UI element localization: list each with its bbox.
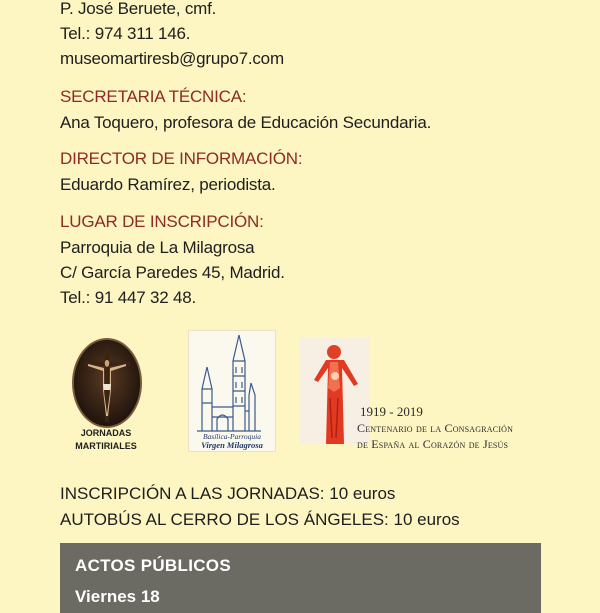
actos-publicos-box xyxy=(60,543,541,613)
lugar-line1: Parroquia de La Milagrosa xyxy=(60,238,255,257)
fee-jornadas: INSCRIPCIÓN A LAS JORNADAS: 10 euros xyxy=(60,484,396,503)
lugar-line2: C/ García Paredes 45, Madrid. xyxy=(60,263,285,282)
logos-row xyxy=(60,330,560,460)
jornadas-caption: JORNADAS MARTIRIALES xyxy=(75,428,137,451)
secretaria-heading: SECRETARIA TÉCNICA: xyxy=(60,87,247,106)
director-text: Eduardo Ramírez, periodista. xyxy=(60,175,276,194)
fee-autobus: AUTOBÚS AL CERRO DE LOS ÁNGELES: 10 euros xyxy=(60,510,460,529)
lugar-heading: LUGAR DE INSCRIPCIÓN: xyxy=(60,212,264,231)
lugar-line3: Tel.: 91 447 32 48. xyxy=(60,288,197,307)
basilica-caption-1: Basílica-Parroquia xyxy=(202,432,262,441)
actos-subtitle: Viernes 18 xyxy=(75,587,160,606)
crucifix-logo xyxy=(72,338,142,428)
centenario-line1: Centenario de la Consagración xyxy=(357,421,514,435)
basilica-logo xyxy=(188,330,276,452)
basilica-caption-2: Virgen Milagrosa xyxy=(201,440,263,450)
contact-email[interactable]: museomartiresb@grupo7.com xyxy=(60,49,284,68)
actos-title: ACTOS PÚBLICOS xyxy=(75,556,231,575)
centenario-years: 1919 - 2019 xyxy=(360,404,423,419)
director-heading: DIRECTOR DE INFORMACIÓN: xyxy=(60,149,303,168)
centenario-line2: de España al Corazón de Jesús xyxy=(357,437,509,451)
secretaria-text: Ana Toquero, profesora de Educación Secundaria. xyxy=(60,113,432,132)
contact-name: P. José Beruete, cmf. xyxy=(60,0,217,18)
contact-phone: Tel.: 974 311 146. xyxy=(60,24,191,43)
